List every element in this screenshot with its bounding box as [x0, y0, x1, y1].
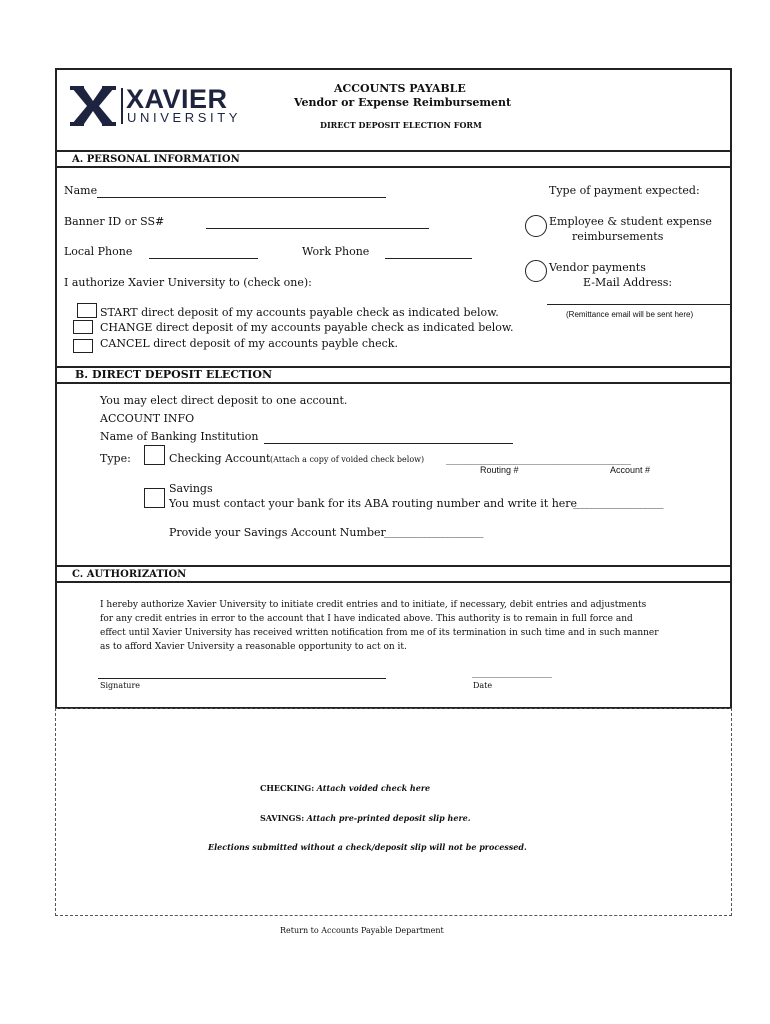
payment-type-label: Type of payment expected: [549, 184, 700, 197]
form-subtitle: Vendor or Expense Reimbursement [294, 96, 512, 109]
section-a-top-rule [55, 150, 732, 152]
date-field[interactable]: ___________________ [472, 668, 552, 678]
checking-note: (Attach a copy of voided check below) [270, 455, 425, 464]
savings-routing-note: You must contact your bank for its ABA routing number and write it here [169, 497, 578, 510]
section-b-bottom-rule [55, 382, 732, 384]
change-option-label: CHANGE direct deposit of my accounts payable check as indicated below. [100, 321, 514, 334]
signature-label: Signature [100, 681, 141, 690]
form-name: DIRECT DEPOSIT ELECTION FORM [320, 120, 482, 130]
section-c-bottom-rule [55, 581, 732, 583]
logo-subtitle: UNIVERSITY [127, 110, 242, 125]
employee-expense-label-2: reimbursements [572, 230, 664, 243]
checking-attach-note [260, 783, 430, 793]
return-note: Return to Accounts Payable Department [280, 926, 444, 935]
email-field[interactable] [547, 304, 731, 305]
name-label: Name [64, 184, 98, 197]
signature-field[interactable] [98, 678, 386, 679]
cancel-checkbox[interactable] [73, 339, 93, 353]
name-field[interactable] [97, 197, 386, 198]
savings-label: Savings [169, 482, 213, 495]
vendor-payments-label: Vendor payments [549, 261, 646, 274]
authorization-line-4: as to afford Xavier University a reasonable opportunity to act on it. [100, 642, 407, 652]
section-a-bottom-rule [55, 166, 732, 168]
logo-divider [121, 88, 123, 124]
checking-attach-prefix: CHECKING: [260, 783, 315, 793]
savings-account-label: Provide your Savings Account Number [169, 526, 386, 539]
section-b-heading: B. DIRECT DEPOSIT ELECTION [75, 368, 273, 381]
start-checkbox[interactable] [77, 303, 97, 318]
savings-attach-prefix: SAVINGS: [260, 813, 305, 823]
attachment-area [55, 708, 732, 916]
type-label: Type: [100, 452, 131, 465]
authorize-label: I authorize Xavier University to (check one): [64, 276, 312, 289]
start-option-label: START direct deposit of my accounts payable check as indicated below. [100, 306, 499, 319]
account-info-label: ACCOUNT INFO [100, 412, 195, 425]
cancel-option-label: CANCEL direct deposit of my accounts payble check. [100, 337, 398, 350]
local-phone-field[interactable] [149, 258, 258, 259]
bank-name-field[interactable] [264, 443, 513, 444]
checking-checkbox[interactable] [144, 445, 165, 465]
checking-attach-text: Attach voided check here [316, 783, 431, 793]
deposit-intro: You may elect direct deposit to one account. [100, 394, 348, 407]
x-mark-icon [70, 86, 116, 126]
banner-id-label: Banner ID or SS# [64, 215, 165, 228]
email-note: (Remittance email will be sent here) [566, 310, 694, 319]
bank-name-label: Name of Banking Institution [100, 430, 259, 443]
work-phone-label: Work Phone [302, 245, 370, 258]
work-phone-field[interactable] [385, 258, 472, 259]
authorization-line-3: effect until Xavier University has received written notification from me of its termination in such time and in such manner [100, 628, 659, 638]
savings-attach-text: Attach pre-printed deposit slip here. [306, 813, 471, 823]
authorization-line-2: for any credit entries in error to the account that I have indicated above. This authority is to remain in full force and [100, 614, 633, 624]
employee-expense-radio[interactable] [525, 215, 547, 237]
date-label: Date [473, 681, 493, 690]
authorization-line-1: I hereby authorize Xavier University to initiate credit entries and to initiate, if necessary, debit entries and adjustments [100, 600, 647, 610]
checking-account-field[interactable]: ___________________________________________ [446, 455, 631, 465]
vendor-payments-radio[interactable] [525, 260, 547, 282]
change-checkbox[interactable] [73, 320, 93, 334]
section-c-heading: C. AUTHORIZATION [72, 569, 187, 580]
savings-attach-note [260, 813, 471, 823]
processing-warning: Elections submitted without a check/deposit slip will not be processed. [208, 842, 527, 852]
section-a-heading: A. PERSONAL INFORMATION [72, 154, 240, 165]
logo-wordmark: XAVIER [126, 84, 228, 114]
local-phone-label: Local Phone [64, 245, 133, 258]
employee-expense-label: Employee & student expense [549, 215, 712, 228]
account-number-label: Account # [610, 465, 651, 475]
banner-id-field[interactable] [206, 228, 429, 229]
checking-label: Checking Account [169, 452, 271, 465]
savings-routing-field[interactable]: ____________________ [573, 498, 663, 509]
xavier-logo [70, 86, 250, 128]
savings-account-field[interactable]: ______________________ [384, 527, 483, 538]
routing-label: Routing # [480, 465, 519, 475]
savings-checkbox[interactable] [144, 488, 165, 508]
section-c-top-rule [55, 565, 732, 567]
form-title: ACCOUNTS PAYABLE [334, 82, 466, 95]
email-label: E-Mail Address: [583, 276, 673, 289]
